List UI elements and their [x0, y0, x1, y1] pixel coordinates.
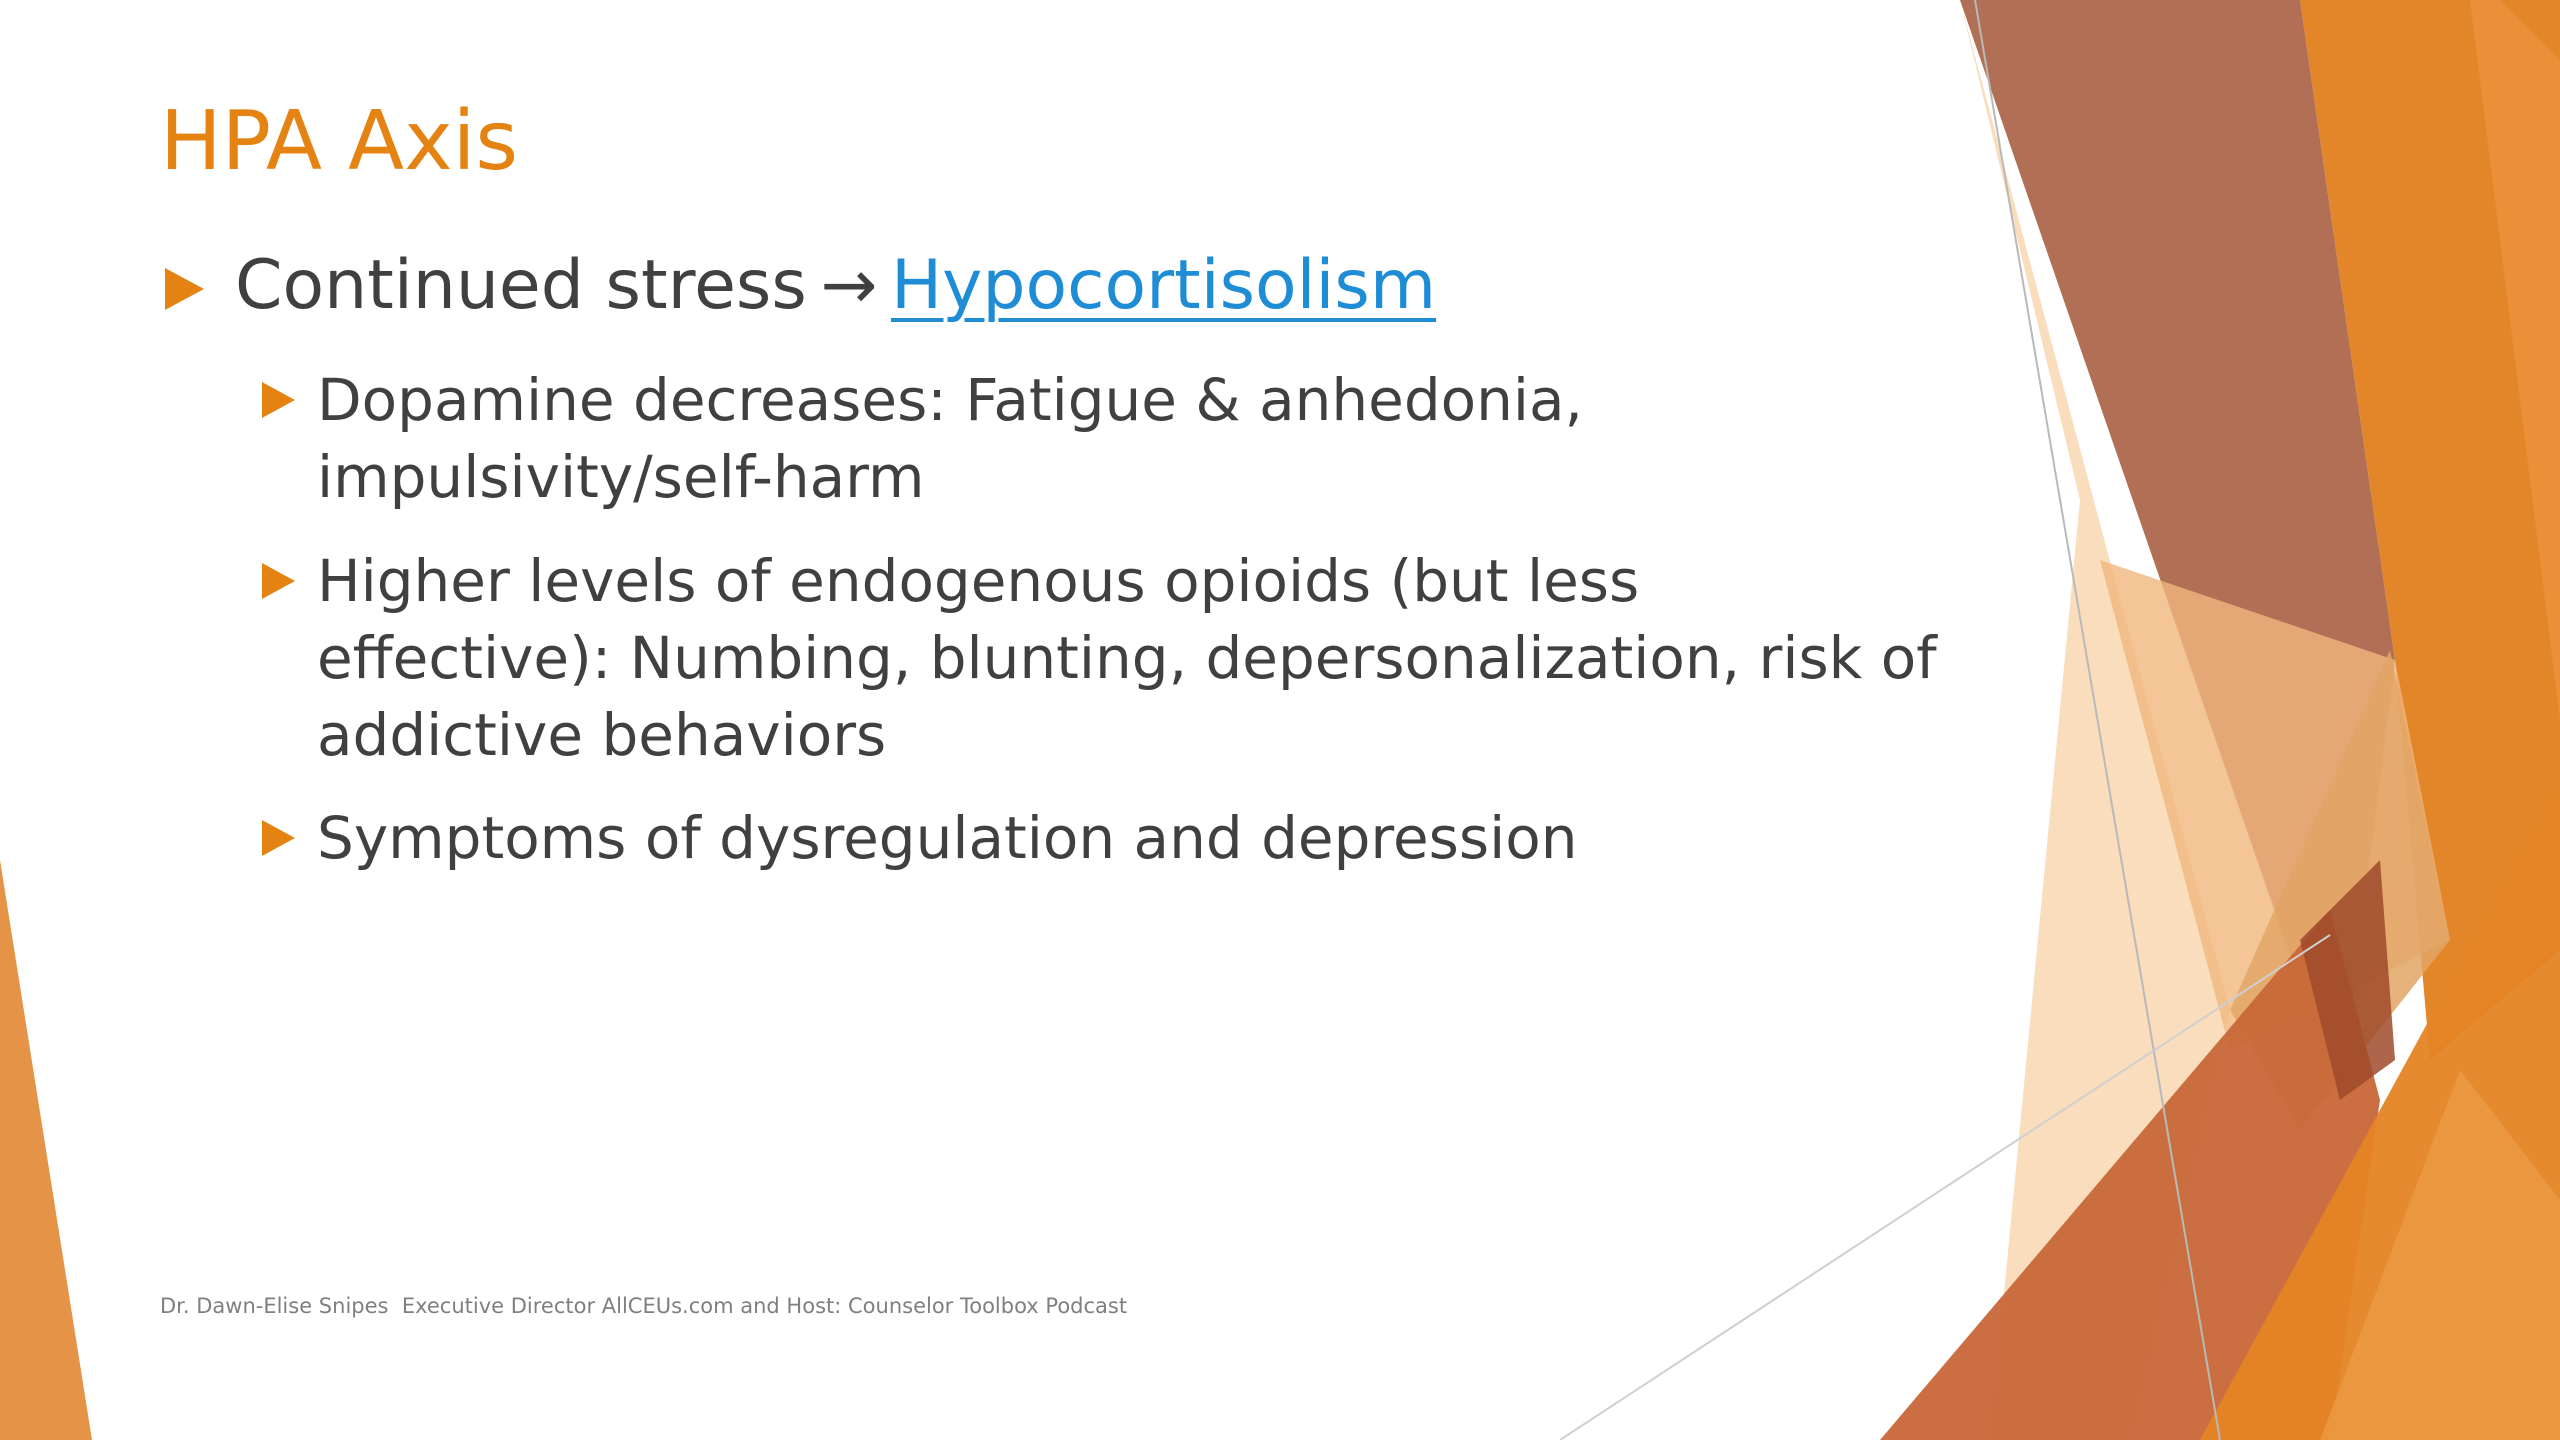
triangle-right-icon: [262, 820, 295, 856]
triangle-right-icon: [262, 382, 295, 418]
sub-bullet-text: Higher levels of endogenous opioids (but less effective): Numbing, blunting, depersonalization, risk of addictive behaviors: [317, 547, 1937, 769]
bullet-main-text: [235, 245, 1436, 327]
sub-bullet-opioids: [262, 543, 1937, 774]
slide-title: HPA Axis: [160, 94, 519, 189]
sub-bullet-dopamine: [262, 362, 1937, 516]
arrow-right-icon: →: [820, 246, 878, 325]
slide-footer: Dr. Dawn-Elise Snipes Executive Director AllCEUs.com and Host: Counselor Toolbox Podcast: [160, 1294, 1128, 1318]
triangle-right-icon: [262, 563, 295, 599]
bullet-main-label: Continued stress: [235, 246, 807, 325]
triangle-right-icon: [165, 268, 204, 310]
sub-bullet-text: Dopamine decreases: Fatigue & anhedonia, impulsivity/self-harm: [317, 366, 1583, 511]
hypocortisolism-link[interactable]: Hypocortisolism: [890, 246, 1437, 325]
sub-bullet-text: Symptoms of dysregulation and depression: [317, 804, 1578, 872]
sub-bullet-symptoms: [262, 800, 1937, 877]
bullet-main: [165, 245, 1436, 327]
facet-left-orange: [0, 860, 92, 1440]
